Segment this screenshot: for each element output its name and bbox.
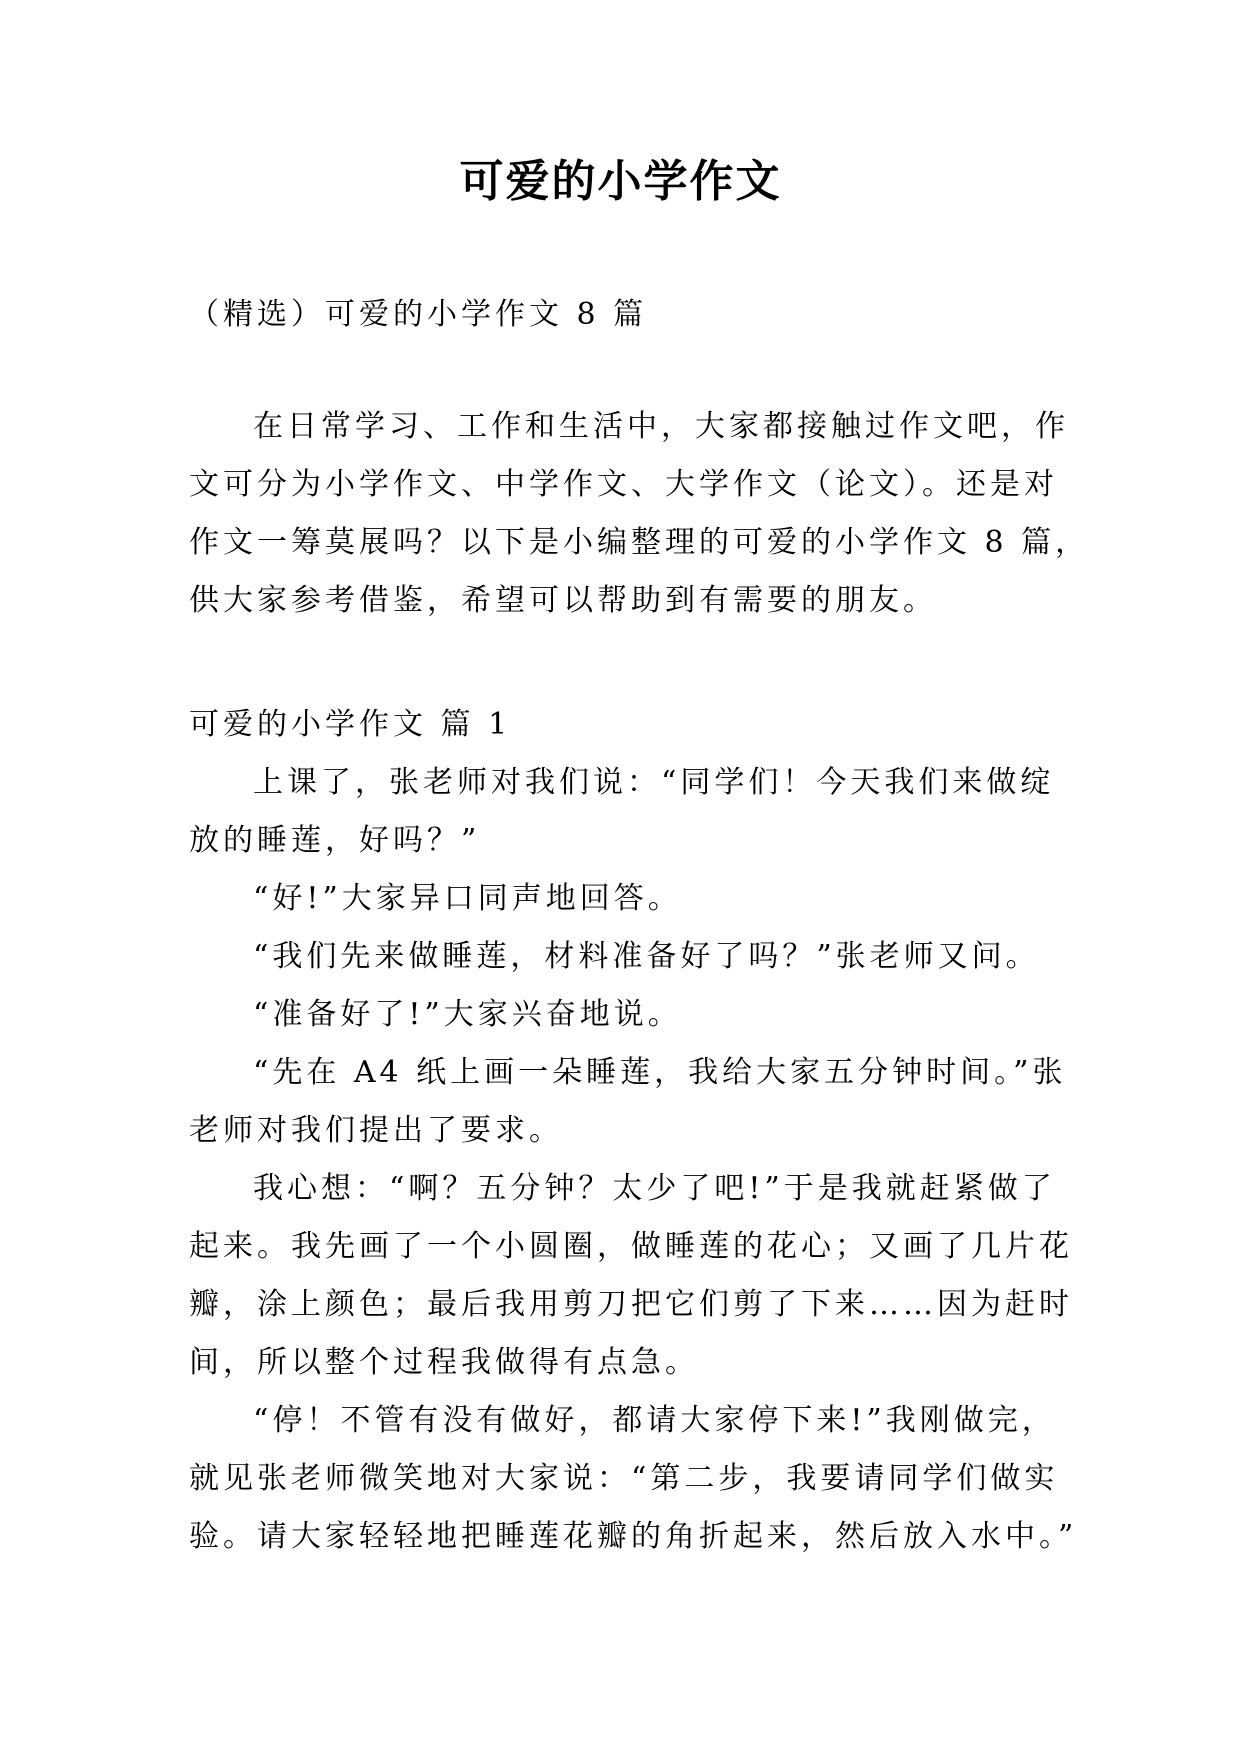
paragraph-line: “好!”大家异口同声地回答。 xyxy=(253,881,682,916)
paragraph-line: “准备好了!”大家兴奋地说。 xyxy=(253,997,682,1032)
intro-paragraph xyxy=(189,398,1090,630)
paragraph-line: “我们先来做睡莲，材料准备好了吗？”张老师又问。 xyxy=(253,939,1040,974)
paragraph-line: 上课了，张老师对我们说：“同学们！今天我们来做绽 xyxy=(253,765,1055,800)
document-title: 可爱的小学作文 xyxy=(459,156,782,207)
paragraph-line: 放的睡莲，好吗？” xyxy=(189,823,481,858)
paragraph-line: 我心想：“啊？五分钟？太少了吧!”于是我就赶紧做了 xyxy=(253,1171,1056,1206)
paragraph-line: “停！不管有没有做好，都请大家停下来!”我刚做完， xyxy=(253,1403,1056,1438)
section-heading: 可爱的小学作文 篇 1 xyxy=(189,707,512,742)
paragraph-line: 老师对我们提出了要求。 xyxy=(189,1113,563,1148)
intro-line: 供大家参考借鉴，希望可以帮助到有需要的朋友。 xyxy=(189,583,937,618)
paragraph-line: 瓣，涂上颜色；最后我用剪刀把它们剪了下来……因为赶时 xyxy=(189,1287,1073,1322)
subtitle-line: （精选）可爱的小学作文 8 篇 xyxy=(189,297,648,332)
paragraph-line: 就见张老师微笑地对大家说：“第二步，我要请同学们做实 xyxy=(189,1461,1059,1496)
document-subtitle xyxy=(189,286,1069,344)
intro-line: 文可分为小学作文、中学作文、大学作文（论文）。还是对 xyxy=(189,467,1058,502)
paragraph-line: 验。请大家轻轻地把睡莲花瓣的角折起来，然后放入水中。” xyxy=(189,1519,1078,1554)
intro-line: 在日常学习、工作和生活中，大家都接触过作文吧，作 xyxy=(253,409,1069,444)
paragraph-line: “先在 A4 纸上画一朵睡莲，我给大家五分钟时间。”张 xyxy=(253,1055,1067,1090)
paragraph-line: 起来。我先画了一个小圆圈，做睡莲的花心；又画了几片花 xyxy=(189,1229,1073,1264)
paragraph-line: 间，所以整个过程我做得有点急。 xyxy=(189,1345,699,1380)
intro-line: 作文一筹莫展吗？以下是小编整理的可爱的小学作文 8 篇， xyxy=(189,525,1090,560)
essay-section-1 xyxy=(189,696,1078,1566)
